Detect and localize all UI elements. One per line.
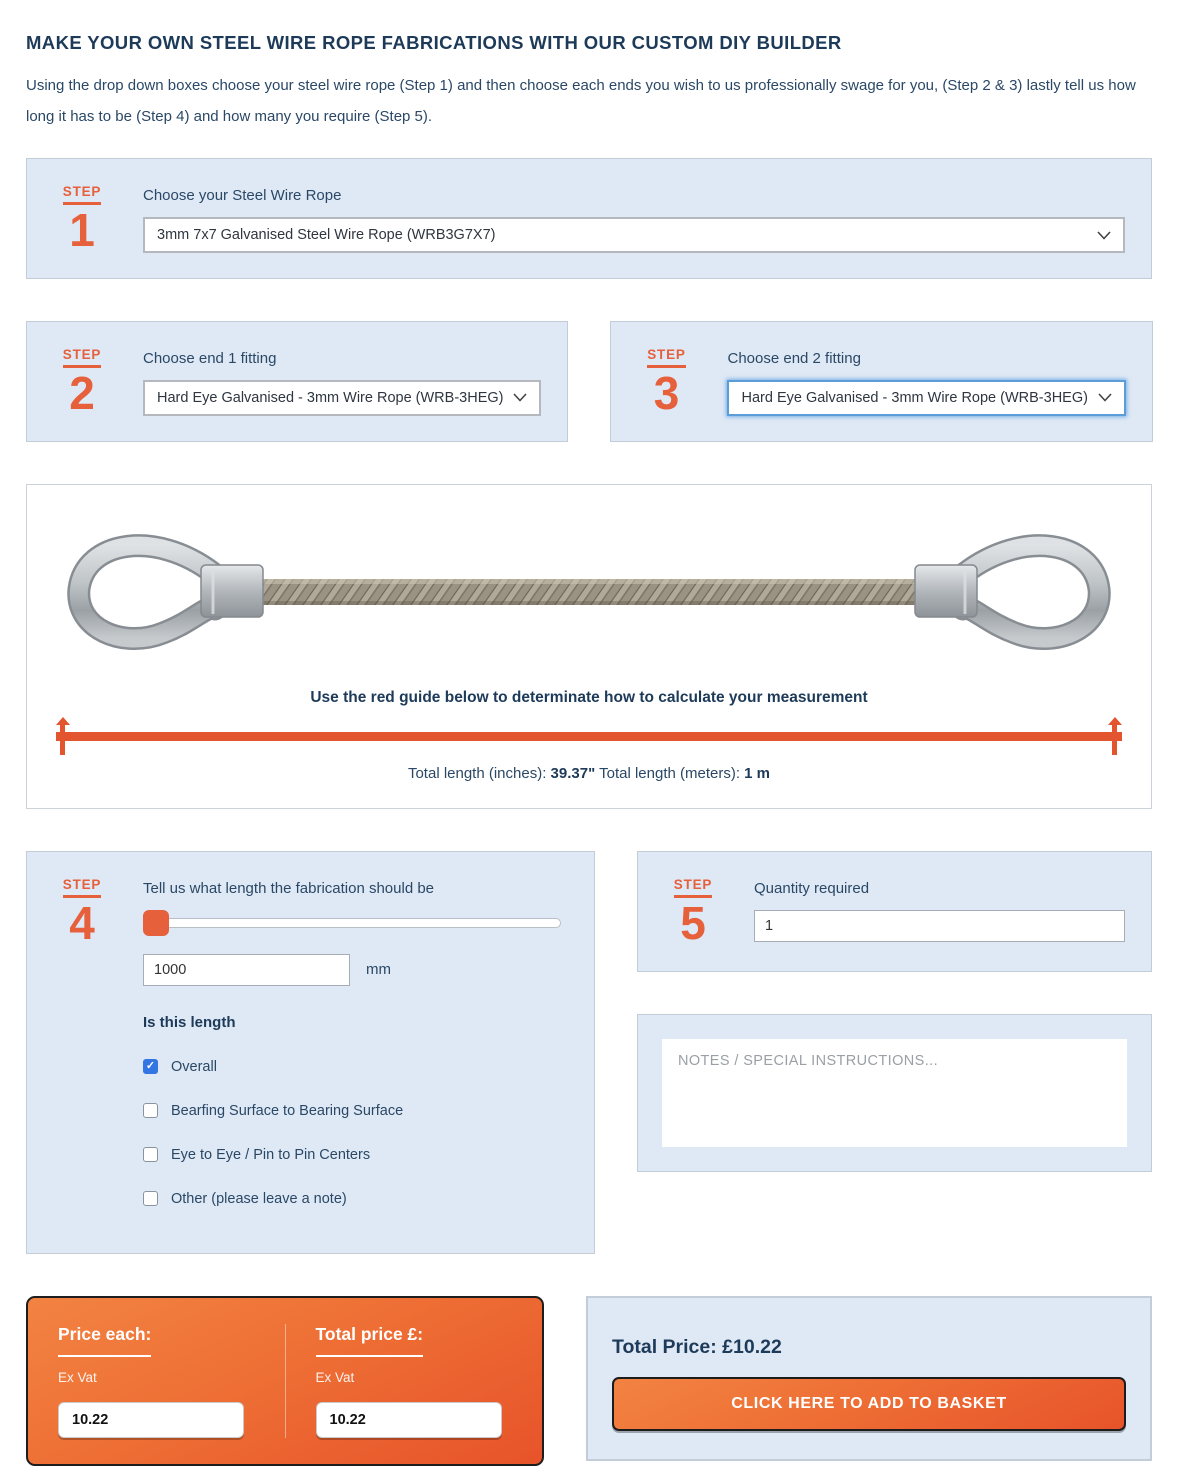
quantity-input[interactable] — [754, 910, 1125, 942]
checkbox-icon[interactable] — [143, 1147, 158, 1162]
step4-label: Tell us what length the fabrication should be — [143, 879, 435, 897]
step-number: 5 — [680, 896, 706, 949]
total-panel — [586, 1296, 1152, 1461]
length-option-bearing-surface[interactable]: Bearfing Surface to Bearing Surface — [143, 1103, 568, 1119]
step2-badge — [53, 346, 111, 417]
step1-panel — [26, 158, 1152, 279]
step1-label: Choose your Steel Wire Rope — [143, 187, 342, 204]
step-word: STEP — [674, 877, 712, 898]
step2-label: Choose end 1 fitting — [143, 349, 277, 367]
length-meters-label: Total length (meters): — [599, 764, 740, 782]
intro-text: Using the drop down boxes choose your steel wire rope (Step 1) and then choose each ends you wish to us professionally swage for you, (Step 2 & 3) lastly tell us how long it has to be (Step 4) and how many you require (Step 5). — [26, 77, 1136, 125]
step-word: STEP — [647, 347, 685, 368]
chevron-down-icon — [1098, 393, 1112, 402]
length-slider[interactable] — [143, 910, 561, 936]
length-inches-label: Total length (inches): — [407, 764, 547, 782]
measurement-guide — [56, 717, 1122, 755]
chevron-down-icon — [1097, 231, 1111, 240]
ex-vat-label: Ex Vat — [315, 1369, 355, 1385]
total-price-input[interactable] — [316, 1402, 502, 1438]
add-to-basket-button[interactable]: CLICK HERE TO ADD TO BASKET — [612, 1377, 1126, 1431]
step3-badge — [637, 346, 695, 417]
step3-label: Choose end 2 fitting — [727, 349, 861, 367]
slider-track[interactable] — [143, 918, 561, 928]
step-word: STEP — [63, 877, 101, 898]
wire-rope-image — [55, 521, 1123, 663]
step-number: 3 — [653, 366, 680, 419]
price-panel — [26, 1296, 544, 1466]
slider-handle[interactable] — [143, 910, 169, 936]
step3-panel — [610, 321, 1152, 442]
total-price-display: Total Price: £10.22 — [612, 1335, 782, 1358]
length-input[interactable] — [143, 954, 350, 986]
step2-panel — [26, 321, 568, 442]
step-number: 1 — [69, 204, 95, 256]
step-word: STEP — [63, 184, 101, 205]
total-length-text — [55, 765, 1123, 782]
price-each-cell — [28, 1324, 285, 1438]
end2-fitting-select[interactable] — [727, 380, 1125, 416]
step4-panel — [26, 851, 595, 1254]
step1-badge — [53, 183, 111, 254]
chevron-down-icon — [513, 393, 527, 402]
length-option-overall[interactable]: ✓ Overall — [143, 1059, 568, 1075]
step-number: 4 — [69, 896, 95, 949]
wire-rope-select[interactable] — [143, 217, 1125, 253]
page-title: MAKE YOUR OWN STEEL WIRE ROPE FABRICATIONS WITH OUR CUSTOM DIY BUILDER — [26, 32, 842, 53]
measure-bar — [56, 732, 1122, 741]
checkbox-checked-icon[interactable] — [143, 1059, 158, 1074]
length-meters-value: 1 m — [744, 764, 771, 782]
step5-panel — [637, 851, 1152, 972]
end1-fitting-select[interactable] — [143, 380, 541, 416]
length-option-eye-to-eye[interactable]: Eye to Eye / Pin to Pin Centers — [143, 1147, 568, 1163]
end1-selected-value: Hard Eye Galvanised - 3mm Wire Rope (WRB-3HEG) — [157, 389, 504, 406]
notes-panel — [637, 1014, 1152, 1172]
step-word: STEP — [63, 347, 101, 368]
checkbox-icon[interactable] — [143, 1191, 158, 1206]
checkbox-icon[interactable] — [143, 1103, 158, 1118]
price-each-label: Price each: — [58, 1324, 151, 1357]
total-price-label: Total price £: — [316, 1324, 424, 1357]
step4-badge — [53, 876, 111, 1207]
measurement-guide-text: Use the red guide below to determinate how to calculate your measurement — [310, 688, 868, 706]
wire-rope-selected-value: 3mm 7x7 Galvanised Steel Wire Rope (WRB3G7X7) — [157, 227, 496, 243]
step5-label: Quantity required — [754, 879, 870, 897]
notes-textarea[interactable] — [662, 1039, 1127, 1147]
rope-diagram-panel — [26, 484, 1152, 809]
total-price-cell — [285, 1324, 543, 1438]
is-this-length-heading: Is this length — [143, 1013, 236, 1031]
price-each-input[interactable] — [58, 1402, 244, 1438]
step-number: 2 — [69, 366, 95, 419]
ex-vat-label: Ex Vat — [58, 1369, 97, 1385]
length-inches-value: 39.37" — [550, 764, 596, 782]
length-unit-label: mm — [366, 961, 391, 979]
length-option-other[interactable]: Other (please leave a note) — [143, 1191, 568, 1207]
check-icon: ✓ — [145, 1060, 156, 1073]
step5-badge — [664, 876, 722, 947]
end2-selected-value: Hard Eye Galvanised - 3mm Wire Rope (WRB-3HEG) — [741, 389, 1088, 406]
measure-arrow-right-icon — [1108, 717, 1122, 755]
